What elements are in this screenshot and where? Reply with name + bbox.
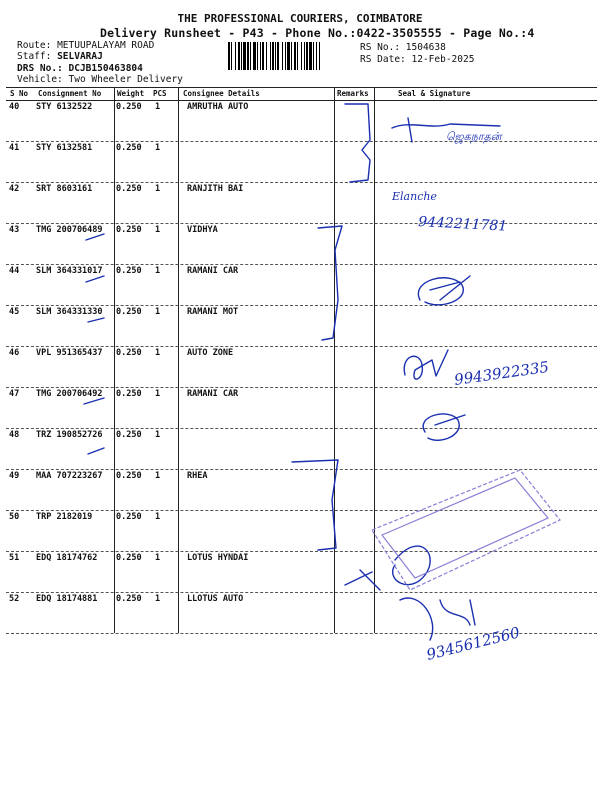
col-header-signature: Seal & Signature [398,89,471,98]
row-pcs: 1 [155,471,161,481]
row-weight: 0.250 [116,225,142,235]
row-pcs: 1 [155,430,161,440]
row-sno: 47 [9,389,20,399]
row-sno: 50 [9,512,20,522]
company-title: THE PROFESSIONAL COURIERS, COIMBATORE [177,12,423,25]
row-sno: 41 [9,143,20,153]
row-consignment: TMG 200706489 [36,225,103,235]
row-consignee: RHEA [187,471,208,481]
row-pcs: 1 [155,553,161,563]
row-weight: 0.250 [116,512,142,522]
row-consignment: SLM 364331330 [36,307,103,317]
tick-mark [84,398,104,404]
col-header-consignment: Consignment No [38,89,102,98]
vehicle-value: Two Wheeler Delivery [68,74,183,85]
row-pcs: 1 [155,143,161,153]
row-sno: 48 [9,430,20,440]
staff-value: SELVARAJ [57,51,103,62]
signature-stroke [440,600,475,625]
row-consignment: MAA 707223267 [36,471,103,481]
col-header-consignee: Consignee Details [183,89,260,98]
row-weight: 0.250 [116,553,142,563]
row-sno: 46 [9,348,20,358]
row-consignment: TMG 200706492 [36,389,103,399]
row-sno: 51 [9,553,20,563]
row-consignee: AUTO ZONE [187,348,234,358]
row-consignment: STY 6132522 [36,102,93,112]
tick-mark [86,234,104,240]
col-header-weight: Weight [117,89,145,98]
row-weight: 0.250 [116,389,142,399]
row-weight: 0.250 [116,471,142,481]
handwritten-text: 9943922335 [453,357,551,389]
row-weight: 0.250 [116,143,142,153]
row-pcs: 1 [155,389,161,399]
remarks-bracket [318,226,342,340]
tick-mark [86,276,104,282]
row-weight: 0.250 [116,430,142,440]
drs-value: DCJB150463804 [68,63,143,74]
rs-no-label: RS No.: [360,42,401,53]
row-consignment: EDQ 18174762 [36,553,98,563]
row-consignee: RANJITH BAI [187,184,244,194]
rs-no-value: 1504638 [405,42,446,53]
signature-stroke [404,350,448,379]
staff-label: Staff: [17,51,52,62]
route-value: METUUPALAYAM ROAD [57,40,155,51]
handwritten-text: Elanche [392,190,437,203]
signature-stroke [345,546,433,640]
row-weight: 0.250 [116,266,142,276]
signature-stroke [423,414,465,440]
handwritten-text: 9442211781 [417,214,508,235]
row-consignee: RAMANI CAR [187,389,239,399]
row-sno: 45 [9,307,20,317]
handwritten-text: ஜெகநாதன் [446,130,502,143]
col-header-pcs: PCS [153,89,167,98]
seal-stamp [372,470,560,590]
row-weight: 0.250 [116,307,142,317]
tick-mark [88,448,104,454]
remarks-bracket [345,104,370,182]
runsheet-title: Delivery Runsheet - P43 - Phone No.:0422-3505555 - Page No.:4 [100,26,535,40]
row-pcs: 1 [155,594,161,604]
row-consignee: RAMANI MOT [187,307,239,317]
row-consignment: VPL 951365437 [36,348,103,358]
row-consignment: SRT 8603161 [36,184,93,194]
row-sno: 49 [9,471,20,481]
row-weight: 0.250 [116,594,142,604]
row-weight: 0.250 [116,348,142,358]
row-consignee: LLOTUS AUTO [187,594,244,604]
handwritten-text: 9345612560 [424,623,522,664]
row-sno: 42 [9,184,20,194]
row-pcs: 1 [155,512,161,522]
row-consignee: LOTUS HYNDAI [187,553,249,563]
row-pcs: 1 [155,307,161,317]
row-pcs: 1 [155,266,161,276]
rs-date-value: 12-Feb-2025 [411,54,475,65]
signature-stroke [418,276,470,305]
vehicle-label: Vehicle: [17,74,63,85]
row-sno: 52 [9,594,20,604]
row-pcs: 1 [155,184,161,194]
drs-label: DRS No.: [17,63,63,74]
row-weight: 0.250 [116,102,142,112]
row-pcs: 1 [155,102,161,112]
row-consignee: RAMANI CAR [187,266,239,276]
row-sno: 44 [9,266,20,276]
row-consignment: STY 6132581 [36,143,93,153]
row-pcs: 1 [155,225,161,235]
row-sno: 43 [9,225,20,235]
col-header-sno: S No [10,89,29,98]
row-consignee: VIDHYA [187,225,218,235]
tick-mark [88,318,104,322]
row-consignment: EDQ 18174881 [36,594,98,604]
remarks-bracket [292,460,338,550]
rs-date-label: RS Date: [360,54,406,65]
row-pcs: 1 [155,348,161,358]
row-consignee: AMRUTHA AUTO [187,102,249,112]
seal-stamp [382,478,548,578]
row-consignment: TRP 2182019 [36,512,93,522]
row-sno: 40 [9,102,20,112]
col-header-remarks: Remarks [337,89,369,98]
row-weight: 0.250 [116,184,142,194]
route-label: Route: [17,40,52,51]
row-consignment: TRZ 190852726 [36,430,103,440]
row-consignment: SLM 364331017 [36,266,103,276]
